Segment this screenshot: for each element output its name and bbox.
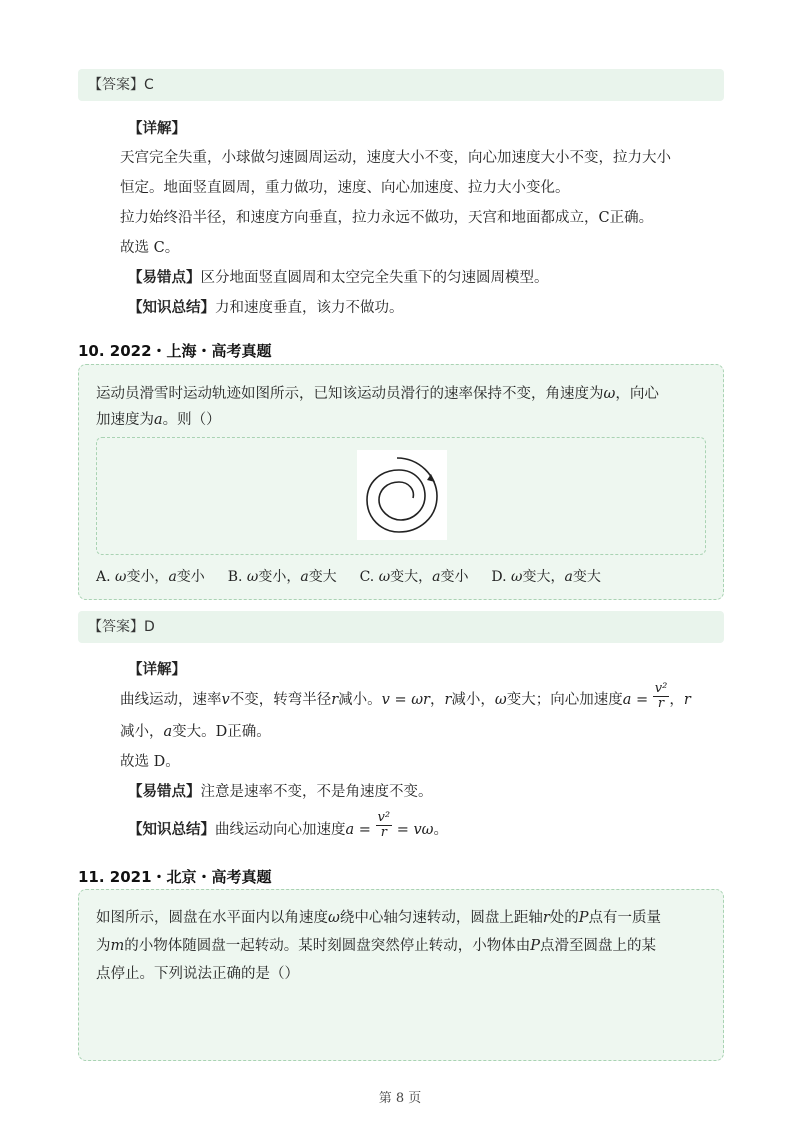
question-stem: 如图所示，圆盘在水平面内以角速度ω绕中心轴匀速转动，圆盘上距轴r处的P点有一质量 (96, 910, 662, 926)
detail-paragraph: 拉力始终沿半径，和速度方向垂直，拉力永远不做功，天宫和地面都成立，C正确。 (120, 210, 654, 226)
detail-paragraph: 减小，a变大。D正确。 (120, 724, 271, 740)
stem-symbol: ω (603, 386, 616, 402)
question-stem: 点停止。下列说法正确的是（） (96, 966, 299, 982)
stem-text: 。则（） (162, 412, 221, 428)
question-stem: 为m的小物体随圆盘一起转动。某时刻圆盘突然停止转动，小物体由P点滑至圆盘上的某 (96, 938, 657, 954)
mistake-point (128, 266, 549, 287)
stem-symbol: a (154, 412, 163, 428)
answer-text: 【答案】C (88, 77, 154, 93)
detail-paragraph: 恒定。地面竖直圆周，重力做功，速度、向心加速度、拉力大小变化。 (120, 180, 570, 196)
fraction: $\frac{\text{v²}}{r}$ (377, 809, 391, 840)
answer-bar-q9 (78, 69, 724, 101)
detail-paragraph: 曲线运动，速率v不变，转弯半径r减小。v = ωr，r减小，ω变大；向心加速度a = $\frac{\text{v²}}{r}$ ，r (120, 680, 691, 711)
mistake-label: 【易错点】 (128, 784, 201, 800)
question-stem (96, 408, 221, 429)
knowledge-summary (128, 296, 404, 317)
stem-text: ，向心 (615, 386, 659, 402)
option-a: A. ω变小，a变小 (96, 569, 205, 585)
option-d: D. ω变大，a变大 (491, 569, 601, 585)
spiral-trajectory-figure (357, 450, 447, 540)
arrow-head (427, 474, 435, 482)
mistake-text: 注意是速率不变，不是角速度不变。 (200, 784, 433, 800)
mistake-point (128, 780, 433, 801)
answer-bar-q10 (78, 611, 724, 643)
detail-title: 【详解】 (128, 662, 186, 678)
detail-title: 【详解】 (128, 121, 186, 137)
question-stem (96, 382, 659, 403)
option-c: C. ω变大，a变小 (359, 569, 469, 585)
detail-paragraph: 天宫完全失重，小球做匀速圆周运动，速度大小不变，向心加速度大小不变，拉力大小 (120, 150, 671, 166)
figure-box (96, 437, 706, 555)
stem-text: 运动员滑雪时运动轨迹如图所示，已知该运动员滑行的速率保持不变，角速度为 (96, 386, 604, 402)
fraction: $\frac{\text{v²}}{r}$ (654, 680, 668, 711)
answer-text: 【答案】D (88, 619, 155, 635)
knowledge-summary: 【知识总结】曲线运动向心加速度a = $\frac{\text{v²}}{r}$ = vω。 (128, 809, 448, 840)
summary-label: 【知识总结】 (128, 822, 215, 838)
mistake-text: 区分地面竖直圆周和太空完全失重下的匀速圆周模型。 (200, 270, 549, 286)
question-header: 11. 2021・北京・高考真题 (78, 868, 272, 886)
summary-text: 力和速度垂直，该力不做功。 (215, 300, 404, 316)
detail-choice: 故选 D。 (120, 754, 180, 770)
summary-label: 【知识总结】 (128, 300, 215, 316)
options-row (96, 566, 601, 586)
question-header: 10. 2022・上海・高考真题 (78, 342, 272, 360)
mistake-label: 【易错点】 (128, 270, 201, 286)
detail-choice: 故选 C。 (120, 240, 180, 256)
page-number: 第 8 页 (378, 1091, 422, 1106)
stem-text: 加速度为 (96, 412, 154, 428)
option-b: B. ω变小，a变大 (227, 569, 337, 585)
spiral-path (367, 458, 437, 532)
